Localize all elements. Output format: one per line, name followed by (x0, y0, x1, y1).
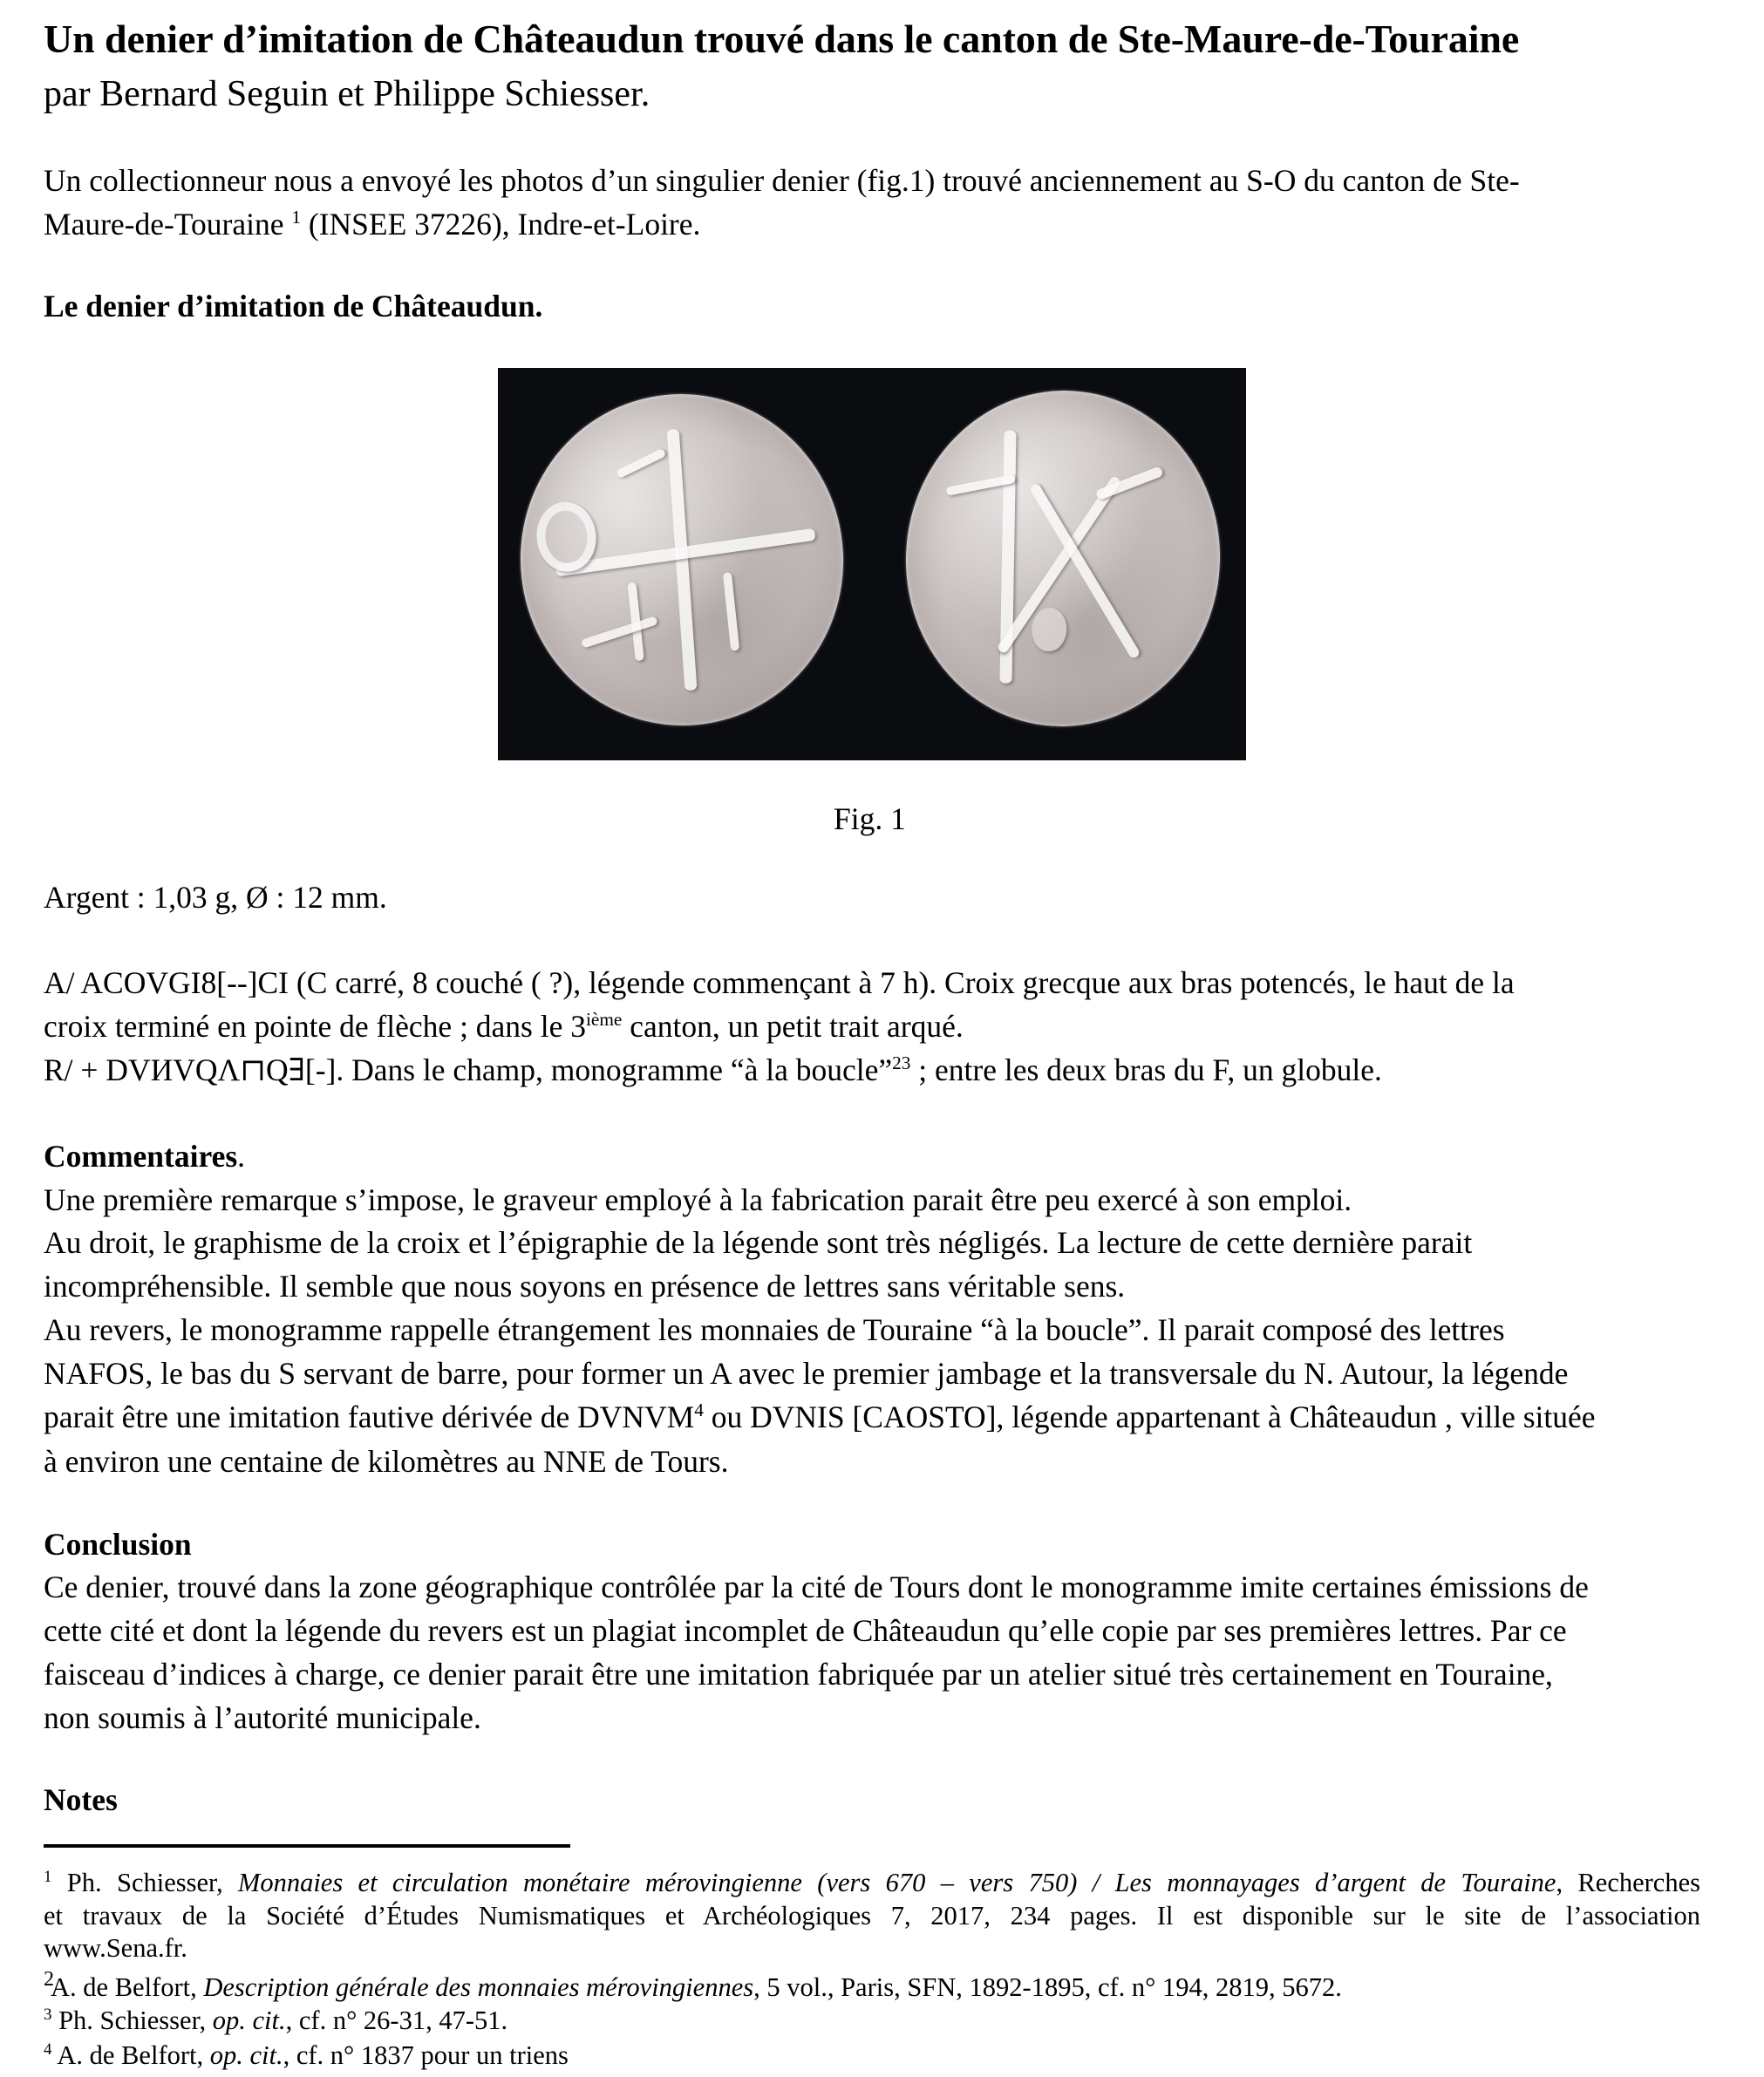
commentaires-line: NAFOS, le bas du S servant de barre, pour former un A avec le premier jambage et la transversale du N. Autour, la légende (44, 1356, 1569, 1391)
desc-text: croix terminé en pointe de flèche ; dans le 3 (44, 1009, 586, 1044)
intro-text: Maure-de-Touraine (44, 207, 292, 242)
footnote-title: op. cit. (212, 2005, 286, 2035)
footnote-text: A. de Belfort, (51, 2040, 210, 2070)
footnote-number: 3 (44, 2005, 52, 2024)
coin-obverse-image (504, 378, 860, 742)
desc-text: canton, un petit trait arqué. (622, 1009, 964, 1044)
footnote-number: 4 (44, 2040, 52, 2059)
conclusion-line: faisceau d’indices à charge, ce denier parait être une imitation fabriquée par un atelier situé très certainement en Touraine, (44, 1657, 1553, 1692)
footnote-ref-4[interactable]: 4 (694, 1399, 704, 1421)
commentaires-line: incompréhensible. Il semble que nous soyons en présence de lettres sans véritable sens. (44, 1269, 1126, 1304)
footnote-number: 2 (44, 1968, 54, 1991)
footnote-text: , 5 vol., Paris, SFN, 1892-1895, cf. n° 194, 2819, 5672. (753, 1972, 1342, 2002)
obverse-description: A/ ACOVGI8[--]CI (C carré, 8 couché ( ?), légende commençant à 7 h). Croix grecque aux bras potencés, le haut de la (44, 965, 1515, 1000)
conclusion-line: Ce denier, trouvé dans la zone géographique contrôlée par la cité de Tours dont le monogramme imite certaines émissions de (44, 1570, 1589, 1604)
comment-text: ou DVNIS [CAOSTO], légende appartenant à Châteaudun , ville située (703, 1399, 1596, 1434)
footnote-title: op. cit. (209, 2040, 283, 2070)
footnote-1-cont: et travaux de la Société d’Études Numismatiques et Archéologiques 7, 2017, 234 pages. Il est disponible sur le site de l’association (44, 1901, 1700, 1931)
conclusion-heading: Conclusion (44, 1527, 192, 1562)
footnote-text: A. de Belfort, (51, 1972, 204, 2002)
footnote-3 (44, 2005, 507, 2036)
commentaires-line: Une première remarque s’impose, le graveur employé à la fabrication parait être peu exercé à son emploi. (44, 1182, 1352, 1217)
footnote-text: Ph. Schiesser, (51, 1868, 238, 1897)
footnote-separator (44, 1844, 570, 1848)
desc-text: ; entre les deux bras du F, un globule. (910, 1052, 1382, 1087)
heading-punct: . (237, 1139, 246, 1174)
footnote-text: Ph. Schiesser, (51, 2005, 213, 2035)
comment-text: parait être une imitation fautive dérivée de DVNVM (44, 1399, 695, 1434)
coin-reverse-image (895, 380, 1231, 737)
coin-specs: Argent : 1,03 g, Ø : 12 mm. (44, 880, 387, 915)
footnote-text: , Recherches (1556, 1868, 1700, 1897)
footnote-ref-23[interactable]: 23 (892, 1052, 911, 1074)
intro-line-2 (44, 206, 700, 242)
footnote-number: 1 (44, 1867, 52, 1886)
article-title: Un denier d’imitation de Châteaudun trouvé dans le canton de Ste-Maure-de-Touraine (44, 17, 1520, 61)
desc-text: R/ + DVИVQΛ⊓Q∃[-]. Dans le champ, monogramme “à la boucle” (44, 1052, 893, 1087)
footnote-ref-1[interactable]: 1 (291, 207, 301, 228)
conclusion-line: cette cité et dont la légende du revers est un plagiat incomplet de Châteaudun qu’elle copie par ses premières lettres. Par ce (44, 1613, 1567, 1648)
commentaires-heading (44, 1138, 245, 1175)
footnote-text: , cf. n° 1837 pour un triens (283, 2040, 569, 2070)
footnote-2 (51, 1972, 1342, 2003)
obverse-description-cont (44, 1008, 964, 1045)
intro-line-1: Un collectionneur nous a envoyé les photos d’un singulier denier (fig.1) trouvé anciennement au S-O du canton de Ste- (44, 163, 1520, 198)
superscript-ieme: ième (586, 1009, 623, 1031)
intro-text: (INSEE 37226), Indre-et-Loire. (301, 207, 701, 242)
reverse-description (44, 1052, 1382, 1088)
footnote-title: Description générale des monnaies mérovingiennes (203, 1972, 754, 2002)
conclusion-line: non soumis à l’autorité municipale. (44, 1700, 481, 1735)
footnote-1 (44, 1868, 1700, 1898)
commentaires-line (44, 1399, 1596, 1435)
commentaires-heading-text: Commentaires (44, 1139, 238, 1174)
section-heading: Le denier d’imitation de Châteaudun. (44, 289, 543, 323)
footnote-1-link[interactable]: www.Sena.fr. (44, 1933, 187, 1963)
coin-photo (498, 368, 1246, 760)
notes-heading: Notes (44, 1782, 118, 1817)
figure-caption: Fig. 1 (834, 801, 906, 836)
commentaires-line: à environ une centaine de kilomètres au NNE de Tours. (44, 1444, 729, 1479)
commentaires-line: Au droit, le graphisme de la croix et l’épigraphie de la légende sont très négligés. La lecture de cette dernière parait (44, 1225, 1473, 1260)
article-byline: par Bernard Seguin et Philippe Schiesser. (44, 74, 650, 114)
footnote-4 (44, 2040, 569, 2071)
commentaires-line: Au revers, le monogramme rappelle étrangement les monnaies de Touraine “à la boucle”. Il parait composé des lettres (44, 1312, 1505, 1347)
footnote-title: Monnaies et circulation monétaire mérovingienne (vers 670 – vers 750) / Les monnayages d’argent de Touraine (237, 1868, 1556, 1897)
footnote-text: , cf. n° 26-31, 47-51. (285, 2005, 508, 2035)
